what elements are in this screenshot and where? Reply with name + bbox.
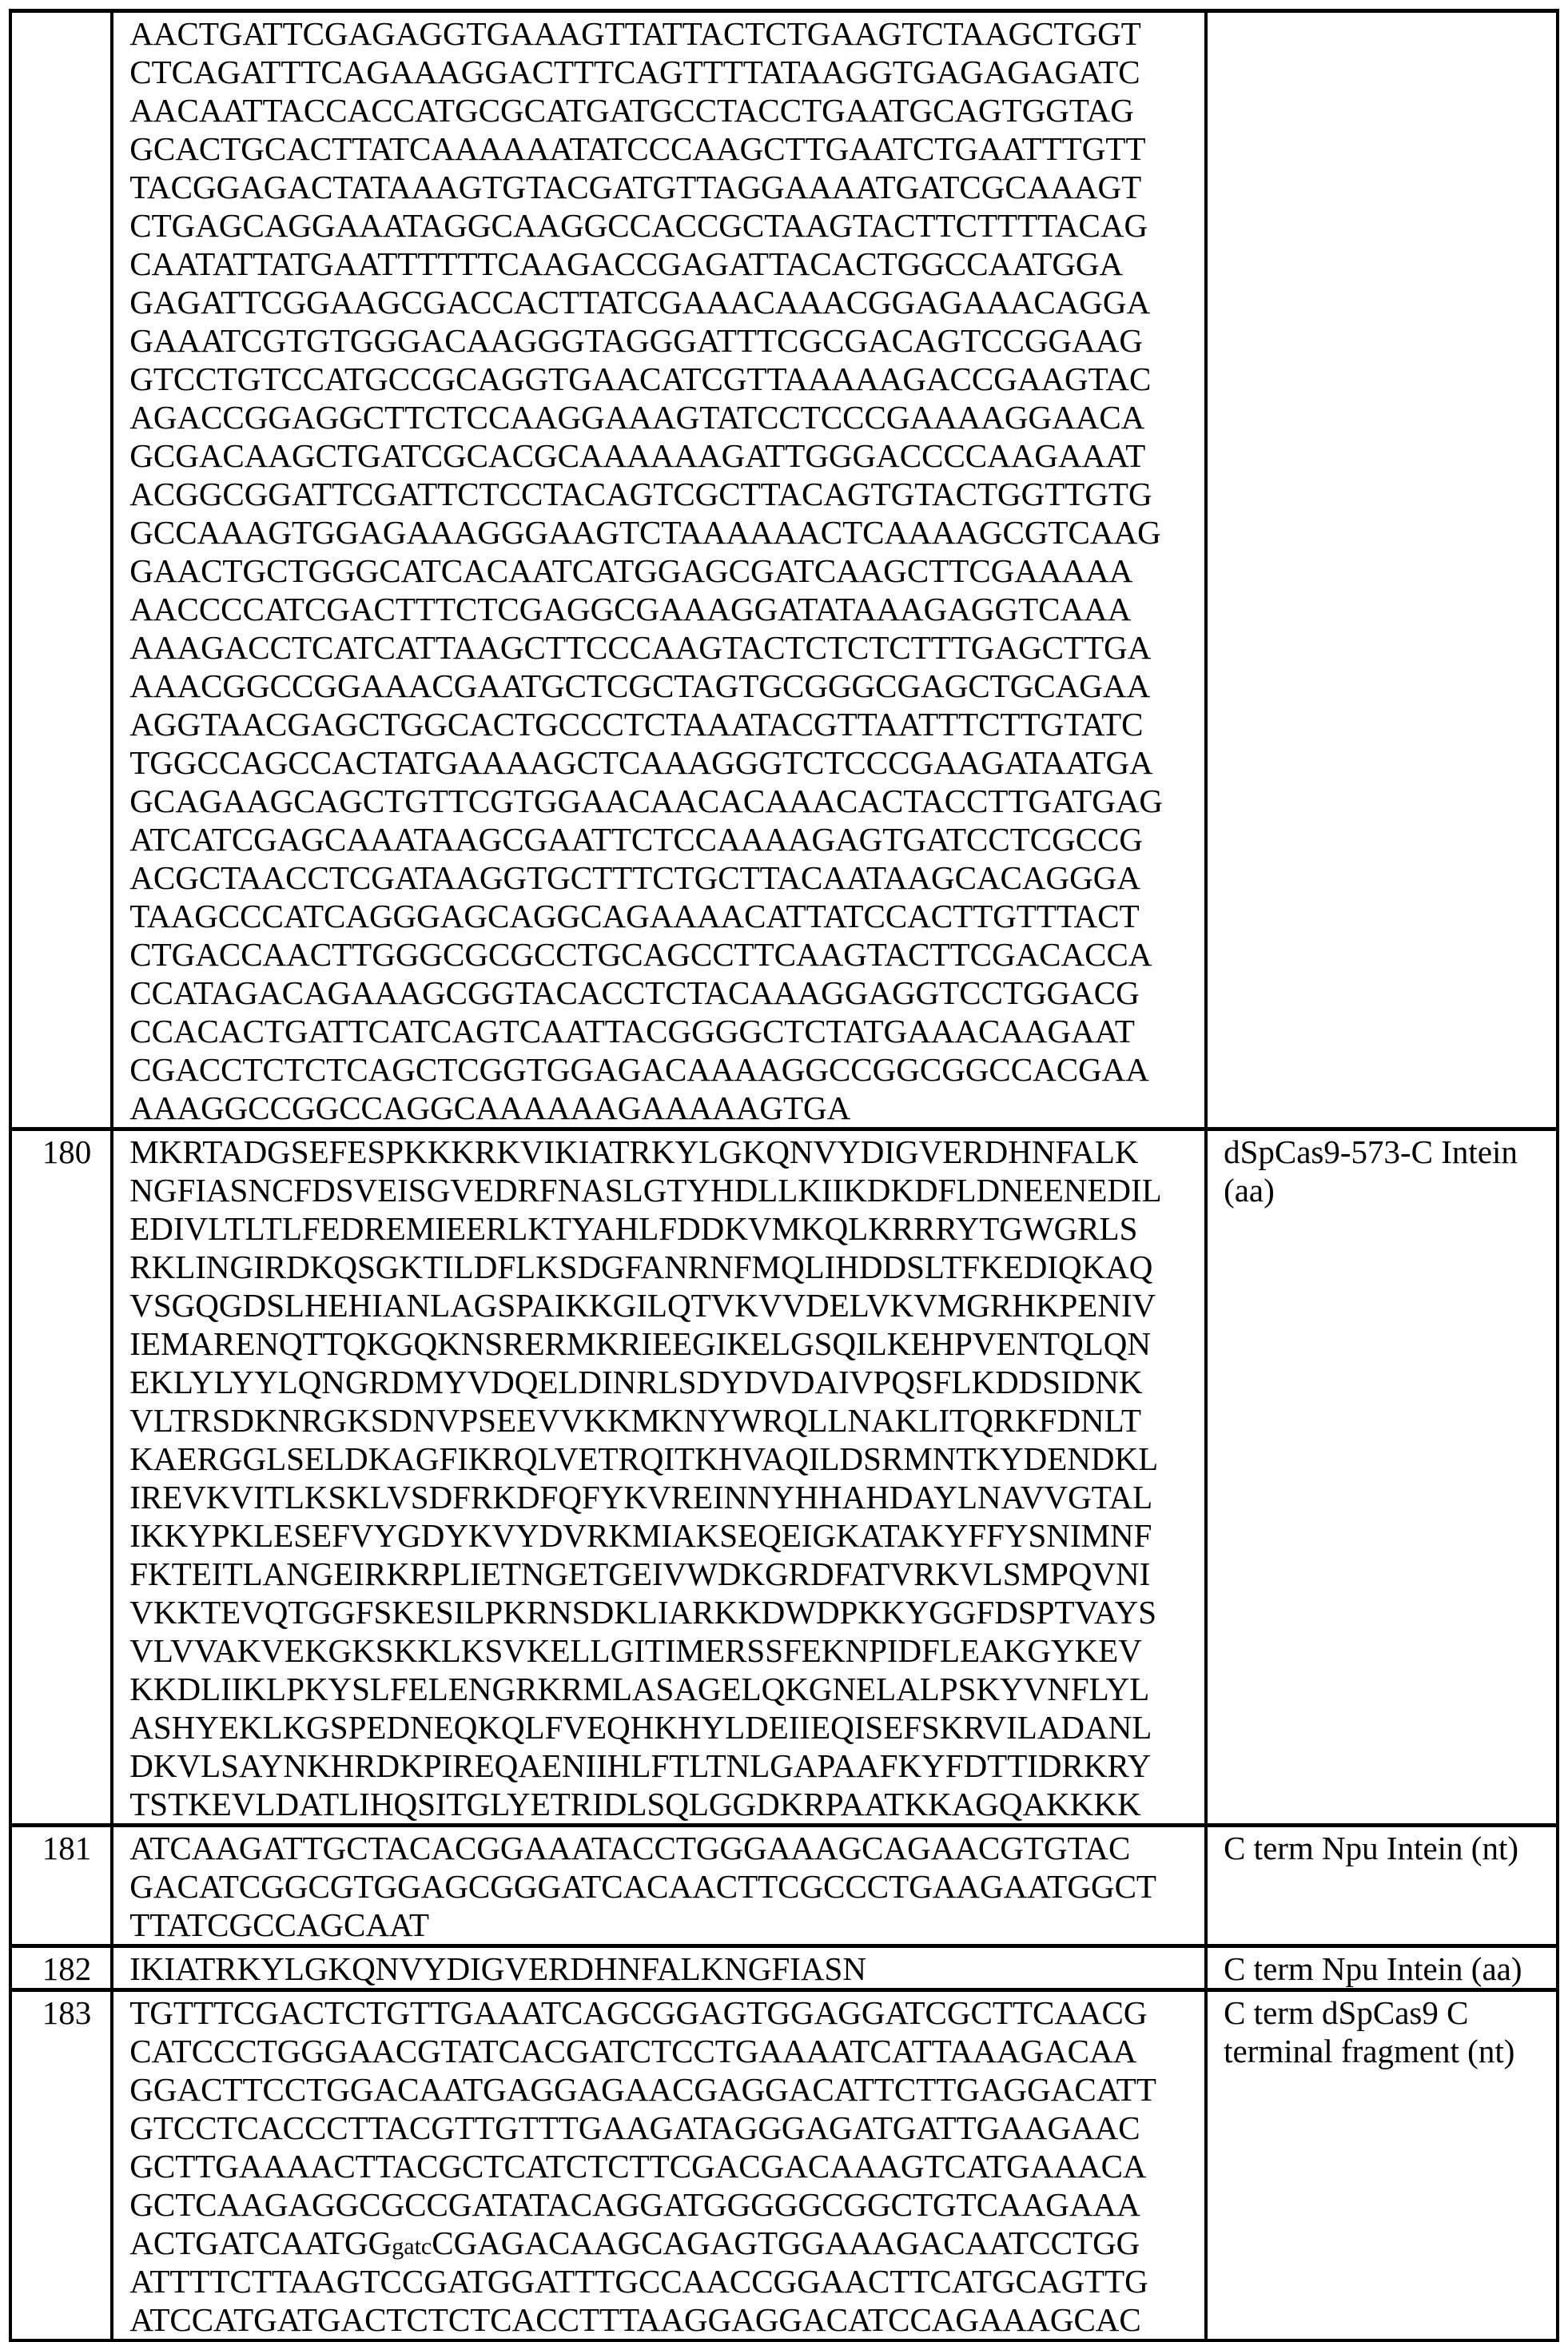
sequence-line: AGACCGGAGGCTTCTCCAAGGAAAGTATCCTCCCGAAAAGGAACA [129,399,1145,436]
sequence-line: TSTKEVLDATLIHQSITGLYETRIDLSQLGGDKRPAATKKAGQAKKKK [129,1786,1141,1822]
sequence-line: DKVLSAYNKHRDKPIREQAENIIHLFTLTNLGAPAAFKYFDTTIDRKRY [129,1747,1152,1784]
sequence-line: AGGTAACGAGCTGGCACTGCCCTCTAAATACGTTAATTTCTTGTATC [129,706,1144,743]
sequence-line: MKRTADGSEFESPKKKRKVIKIATRKYLGKQNVYDIGVERDHNFALK [129,1133,1139,1170]
table-row [10,1129,1558,1826]
sequence-line: RKLINGIRDKQSGKTILDFLKSDGFANRNFMQLIHDDSLTFKEDIQKAQ [129,1249,1153,1285]
sequence-line: GAGATTCGGAAGCGACCACTTATCGAAACAAACGGAGAAACAGGA [129,284,1151,321]
sequence-line: IKKYPKLESEFVYGDYKVYDVRKMIAKSEQEIGKATAKYFFYSNIMNF [129,1517,1152,1554]
sequence-line: AACAATTACCACCATGCGCATGATGCCTACCTGAATGCAGTGGTAG [129,92,1134,129]
sequence-line: AACCCCATCGACTTTCTCGAGGCGAAAGGATATAAAGAGGTCAAA [129,591,1132,627]
sequence-line: IREVKVITLKSKLVSDFRKDFQFYKVREINNYHHAHDAYLNAVVGTAL [129,1479,1153,1516]
seq-id-cell: 180 [10,1129,112,1826]
sequence-line: GCACTGCACTTATCAAAAAATATCCCAAGCTTGAATCTGAATTTGTT [129,130,1146,167]
sequence-line: ATCAAGATTGCTACACGGAAATACCTGGGAAAGCAGAACGTGTAC [129,1830,1131,1866]
sequence-line: CTGAGCAGGAAATAGGCAAGGCCACCGCTAAGTACTTCTTTTACAG [129,207,1148,244]
table-row [10,1946,1558,1990]
sequence-line: VLTRSDKNRGKSDNVPSEEVVKKMKNYWRQLLNAKLITQRKFDNLT [129,1402,1141,1439]
sequence-line: GCCAAAGTGGAGAAAGGGAAGTCTAAAAAACTCAAAAGCGTCAAG [129,514,1161,551]
description-cell: C term Npu Intein (nt) [1206,1826,1558,1946]
sequence-line: GTCCTCACCCTTACGTTGTTTGAAGATAGGGAGATGATTGAAGAAC [129,2109,1140,2146]
sequence-line: GCGACAAGCTGATCGCACGCAAAAAAGATTGGGACCCCAAGAAAT [129,437,1146,474]
sequence-line: GCTCAAGAGGCGCCGATATACAGGATGGGGGCGGCTGTCAAGAAA [129,2186,1140,2223]
description-cell [1206,11,1558,1129]
sequence-line: GGACTTCCTGGACAATGAGGAGAACGAGGACATTCTTGAGGACATT [129,2071,1156,2108]
sequence-line: VLVVAKVEKGKSKKLKSVKELLGITIMERSSFEKNPIDFLEAKGYKEV [129,1632,1142,1669]
sequence-cell [112,1946,1206,1990]
sequence-line: ACGGCGGATTCGATTCTCCTACAGTCGCTTACAGTGTACTGGTTGTG [129,476,1152,512]
sequence-line: CCACACTGATTCATCAGTCAATTACGGGGCTCTATGAAACAAGAAT [129,1013,1135,1050]
sequence-cell [112,11,1206,1129]
sequence-line: NGFIASNCFDSVEISGVEDRFNASLGTYHDLLKIIKDKDFLDNEENEDIL [129,1172,1162,1209]
sequence-line: EKLYLYYLQNGRDMYVDQELDINRLSDYDVDAIVPQSFLKDDSIDNK [129,1364,1143,1400]
seq-id-cell: 183 [10,1990,112,2341]
sequence-line: KAERGGLSELDKAGFIKRQLVETRQITKHVAQILDSRMNTKYDENDKL [129,1440,1159,1477]
sequence-line: CGACCTCTCTCAGCTCGGTGGAGACAAAAGGCCGGCGGCCACGAA [129,1051,1149,1088]
sequence-line: GAACTGCTGGGCATCACAATCATGGAGCGATCAAGCTTCGAAAAA [129,552,1133,589]
sequence-line: GCAGAAGCAGCTGTTCGTGGAACAACACAAACACTACCTTGATGAG [129,783,1164,819]
sequence-line: GAAATCGTGTGGGACAAGGGTAGGGATTTCGCGACAGTCCGGAAG [129,322,1143,359]
sequence-line: TAAGCCCATCAGGGAGCAGGCAGAAAACATTATCCACTTGTTTACT [129,898,1140,934]
sequence-line: TACGGAGACTATAAAGTGTACGATGTTAGGAAAATGATCGCAAAGT [129,169,1142,205]
sequence-cell [112,1129,1206,1826]
sequence-line: AAAGACCTCATCATTAAGCTTCCCAAGTACTCTCTCTTTGAGCTTGA [129,629,1152,666]
sequence-line: ATCCATGATGACTCTCTCACCTTTAAGGAGGACATCCAGAAAGCAC [129,2301,1141,2338]
sequence-line: KKDLIIKLPKYSLFELENGRKRMLASAGELQKGNELALPSKYVNFLYL [129,1671,1150,1707]
sequence-cell [112,1826,1206,1946]
seq-id-cell: 181 [10,1826,112,1946]
sequence-line: ACTGATCAATGGgatcCGAGACAAGCAGAGTGGAAAGACAATCCTGG [129,2225,1140,2261]
table-row [10,11,1558,1129]
sequence-table [9,9,1559,2342]
sequence-line: EDIVLTLTLFEDREMIEERLKTYAHLFDDKVMKQLKRRRYTGWGRLS [129,1210,1138,1247]
sequence-line: IKIATRKYLGKQNVYDIGVERDHNFALKNGFIASN [129,1950,866,1987]
description-cell: C term Npu Intein (aa) [1206,1946,1558,1990]
table-row [10,1990,1558,2341]
sequence-cell [112,1990,1206,2341]
sequence-table-body [10,11,1558,2341]
seq-id-cell: 182 [10,1946,112,1990]
sequence-line: CTGACCAACTTGGGCGCGCCTGCAGCCTTCAAGTACTTCGACACCA [129,936,1152,973]
lowercase-sequence-run: gatc [392,2233,432,2260]
sequence-line: GCTTGAAAACTTACGCTCATCTCTTCGACGACAAAGTCATGAAACA [129,2148,1147,2185]
sequence-line: FKTEITLANGEIRKRPLIETNGETGEIVWDKGRDFATVRKVLSMPQVNI [129,1555,1151,1592]
sequence-line: ASHYEKLKGSPEDNEQKQLFVEQHKHYLDEIIEQISEFSKRVILADANL [129,1709,1152,1746]
sequence-line: CATCCCTGGGAACGTATCACGATCTCCTGAAAATCATTAAAGACAA [129,2033,1137,2069]
table-row [10,1826,1558,1946]
sequence-line: GACATCGGCGTGGAGCGGGATCACAACTTCGCCCTGAAGAATGGCT [129,1868,1156,1905]
sequence-line: ATCATCGAGCAAATAAGCGAATTCTCCAAAAGAGTGATCCTCGCCG [129,821,1144,858]
sequence-line: CCATAGACAGAAAGCGGTACACCTCTACAAAGGAGGTCCTGGACG [129,974,1140,1011]
seq-id-cell [10,11,112,1129]
sequence-line: VKKTEVQTGGFSKESILPKRNSDKLIARKKDWDPKKYGGFDSPTVAYS [129,1594,1157,1631]
sequence-line: TGGCCAGCCACTATGAAAAGCTCAAAGGGTCTCCCGAAGATAATGA [129,744,1153,781]
sequence-line: TTATCGCCAGCAAT [129,1906,430,1943]
sequence-line: TGTTTCGACTCTGTTGAAATCAGCGGAGTGGAGGATCGCTTCAACG [129,1994,1148,2031]
sequence-line: ACGCTAACCTCGATAAGGTGCTTTCTGCTTACAATAAGCACAGGGA [129,859,1140,896]
sequence-line: ATTTTCTTAAGTCCGATGGATTTGCCAACCGGAACTTCATGCAGTTG [129,2263,1148,2300]
sequence-line: GTCCTGTCCATGCCGCAGGTGAACATCGTTAAAAAGACCGAAGTAC [129,360,1152,397]
sequence-line: CAATATTATGAATTTTTTCAAGACCGAGATTACACTGGCCAATGGA [129,245,1124,282]
sequence-line: AAACGGCCGGAAACGAATGCTCGCTAGTGCGGGCGAGCTGCAGAA [129,667,1151,704]
description-cell: C term dSpCas9 C terminal fragment (nt) [1206,1990,1558,2341]
sequence-line: AAAGGCCGGCCAGGCAAAAAAGAAAAAGTGA [129,1089,851,1126]
sequence-line: CTCAGATTTCAGAAAGGACTTTCAGTTTTATAAGGTGAGAGAGATC [129,54,1140,90]
description-cell: dSpCas9-573-C Intein (aa) [1206,1129,1558,1826]
sequence-line: AACTGATTCGAGAGGTGAAAGTTATTACTCTGAAGTCTAAGCTGGT [129,15,1141,52]
sequence-line: IEMARENQTTQKGQKNSRERMKRIEEGIKELGSQILKEHPVENTQLQN [129,1325,1151,1362]
sequence-line: VSGQGDSLHEHIANLAGSPAIKKGILQTVKVVDELVKVMGRHKPENIV [129,1287,1156,1324]
